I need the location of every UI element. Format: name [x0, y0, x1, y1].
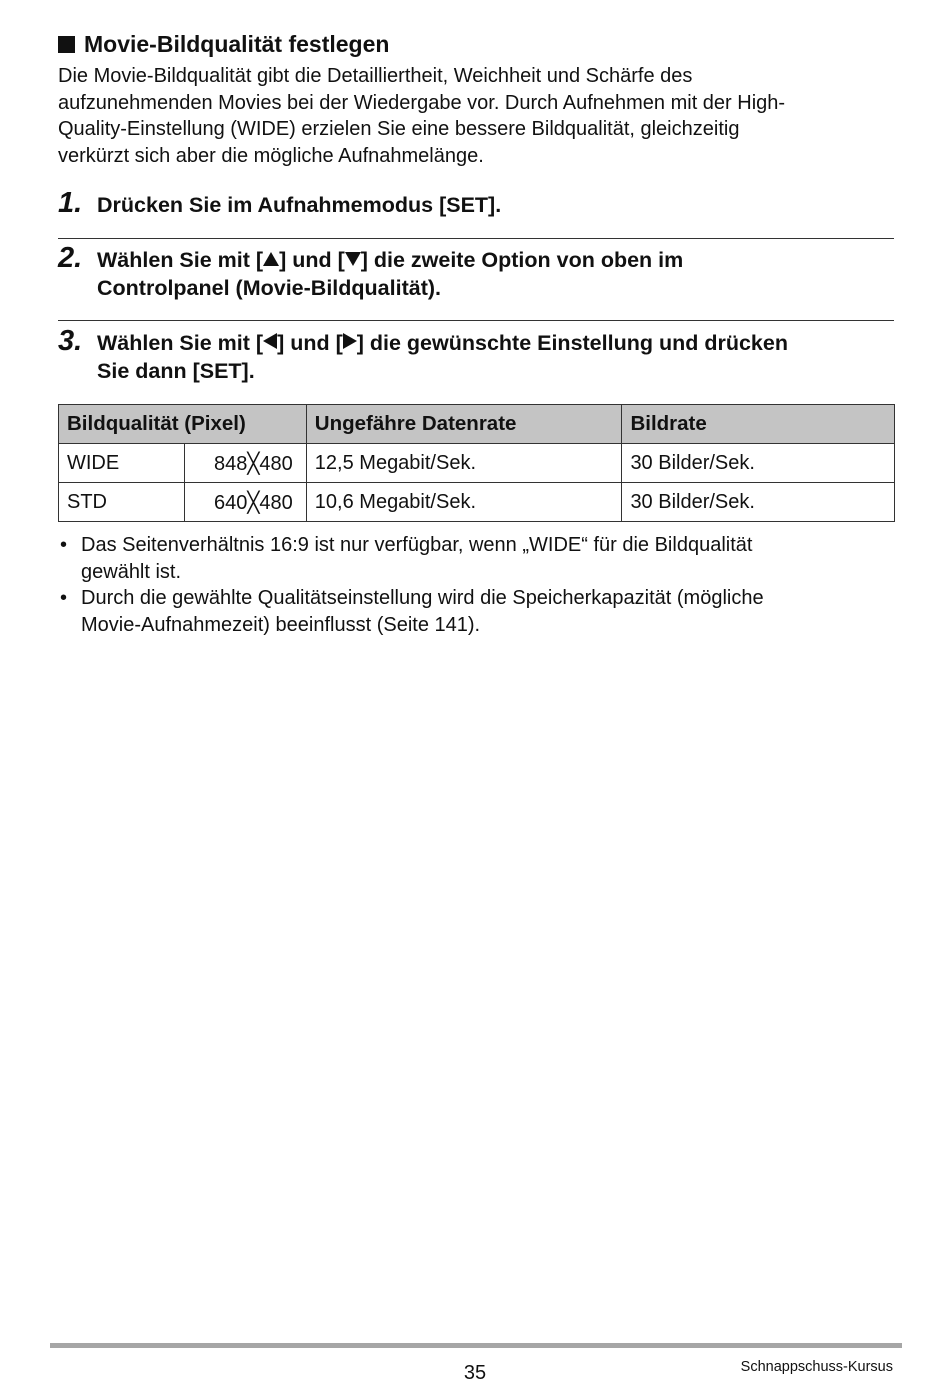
section-title-text: Movie-Bildqualität festlegen — [84, 31, 390, 57]
note-line: Das Seitenverhältnis 16:9 ist nur verfügbar, wenn „WIDE“ für die Bildqualität — [81, 534, 753, 556]
table-cell: 848╳480 — [184, 444, 306, 483]
step-text-part: Wählen Sie mit [ — [97, 331, 264, 355]
step-number: 3. — [58, 325, 83, 357]
step-line: Sie dann [SET]. — [97, 359, 255, 383]
step-number: 2. — [58, 242, 83, 274]
note-line: Durch die gewählte Qualitätseinstellung wird die Speicherkapazität (mögliche — [81, 587, 764, 609]
intro-line: Die Movie-Bildqualität gibt die Detailliertheit, Weichheit und Schärfe des — [58, 65, 693, 87]
right-arrow-icon — [343, 333, 357, 349]
step-divider — [58, 238, 894, 239]
step-text-part: Wählen Sie mit [ — [97, 248, 264, 272]
section-heading — [58, 30, 389, 58]
step-text-part: ] die gewünschte Einstellung und drücken — [356, 331, 788, 355]
intro-line: Quality-Einstellung (WIDE) erzielen Sie eine bessere Bildqualität, gleichzeitig — [58, 118, 740, 140]
table-header-row — [59, 405, 895, 444]
bullet-icon: • — [60, 587, 68, 609]
column-header: Ungefähre Datenrate — [306, 405, 622, 444]
note-line: gewählt ist. — [81, 560, 182, 583]
square-bullet-icon — [58, 36, 75, 53]
notes-list — [58, 532, 898, 638]
step-text — [97, 329, 788, 385]
left-arrow-icon — [263, 333, 277, 349]
quality-table — [58, 404, 895, 522]
step-line: Drücken Sie im Aufnahmemodus [SET]. — [97, 193, 502, 217]
table-cell: 10,6 Megabit/Sek. — [306, 483, 622, 522]
column-header: Bildrate — [622, 405, 895, 444]
table-cell: WIDE — [59, 444, 185, 483]
page-number: 35 — [463, 1362, 487, 1384]
intro-line: verkürzt sich aber die mögliche Aufnahmelänge. — [58, 144, 484, 167]
list-item — [58, 585, 898, 638]
table-cell: 30 Bilder/Sek. — [622, 444, 895, 483]
table-cell: 30 Bilder/Sek. — [622, 483, 895, 522]
up-arrow-icon — [263, 252, 279, 266]
step-text — [97, 246, 683, 302]
step-line — [97, 329, 788, 357]
note-line: Movie-Aufnahmezeit) beeinflusst (Seite 141). — [81, 613, 481, 636]
intro-line: aufzunehmenden Movies bei der Wiedergabe vor. Durch Aufnehmen mit der High- — [58, 91, 786, 114]
step-divider — [58, 320, 894, 321]
step-line: Controlpanel (Movie-Bildqualität). — [97, 276, 441, 300]
table-row — [59, 483, 895, 522]
column-header: Bildqualität (Pixel) — [59, 405, 307, 444]
table-cell: 12,5 Megabit/Sek. — [306, 444, 622, 483]
step-text — [97, 191, 501, 219]
down-arrow-icon — [345, 252, 361, 266]
bullet-icon: • — [60, 534, 68, 556]
table-row — [59, 444, 895, 483]
step-line — [97, 246, 683, 274]
step-text-part: ] und [ — [279, 248, 345, 272]
step-text-part: ] und [ — [277, 331, 343, 355]
table-cell: 640╳480 — [184, 483, 306, 522]
chapter-name: Schnappschuss-Kursus — [740, 1359, 893, 1375]
list-item — [58, 532, 898, 585]
footer-divider — [50, 1343, 902, 1348]
step-number: 1. — [58, 187, 83, 219]
table-cell: STD — [59, 483, 185, 522]
intro-paragraph — [58, 63, 898, 169]
step-text-part: ] die zweite Option von oben im — [360, 248, 684, 272]
